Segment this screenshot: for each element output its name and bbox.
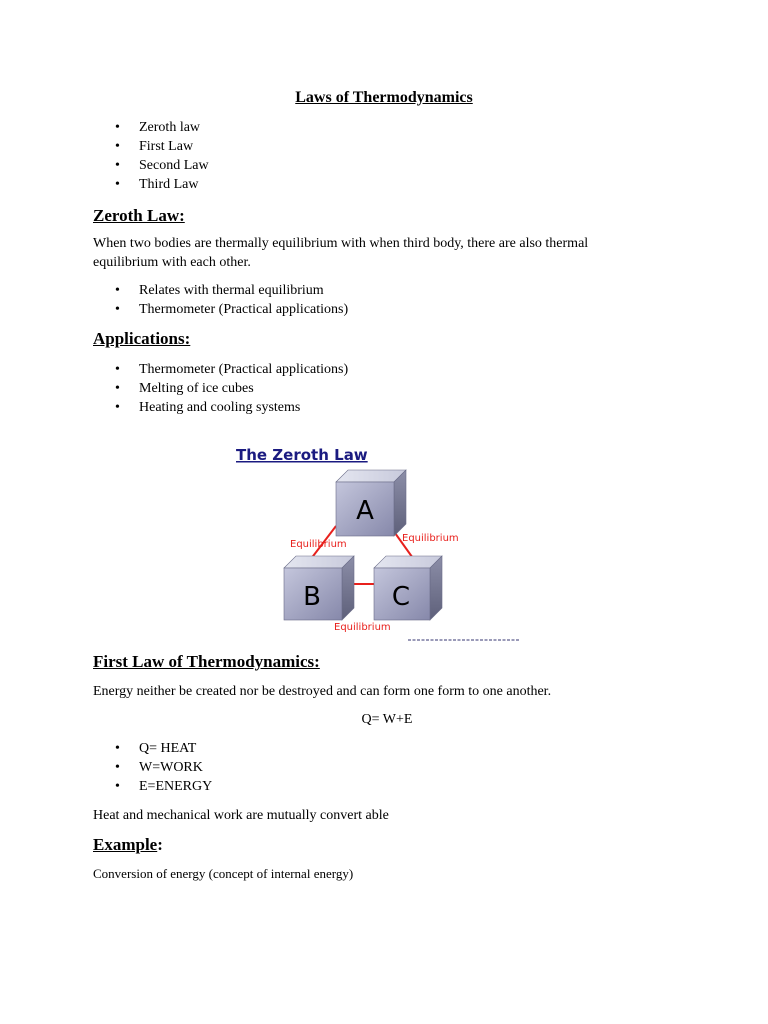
cube-c-label: C xyxy=(391,582,411,612)
list-item: • Thermometer (Practical applications) xyxy=(139,360,348,379)
example-heading-text: Example xyxy=(93,835,158,854)
zeroth-law-heading: Zeroth Law: xyxy=(93,206,185,225)
zeroth-law-points xyxy=(139,281,348,319)
list-item: • Relates with thermal equilibrium xyxy=(139,281,348,300)
applications-heading: Applications: xyxy=(93,329,191,348)
law-list xyxy=(139,118,209,194)
zeroth-law-description: When two bodies are thermally equilibrium with when third body, there are also thermal equilibrium with each other. xyxy=(93,236,589,270)
figure-title: The Zeroth Law xyxy=(236,446,368,464)
list-item: • Third Law xyxy=(139,175,209,194)
first-law-note: Heat and mechanical work are mutually convert able xyxy=(93,808,389,823)
applications-points xyxy=(139,360,348,417)
list-item: • E=ENERGY xyxy=(139,777,212,796)
first-law-description: Energy neither be created nor be destroyed and can form one form to one another. xyxy=(93,684,552,699)
list-item: • Q= HEAT xyxy=(139,739,212,758)
equilibrium-label-ac: Equilibrium xyxy=(402,533,459,544)
cube-a xyxy=(336,470,406,536)
list-item: • Melting of ice cubes xyxy=(139,379,348,398)
cube-c xyxy=(374,556,442,620)
first-law-equation: Q= W+E xyxy=(361,712,413,727)
document-title: Laws of Thermodynamics xyxy=(295,89,473,106)
equilibrium-label-bc: Equilibrium xyxy=(334,622,391,633)
cube-a-label: A xyxy=(356,496,374,526)
example-text: Conversion of energy (concept of internal energy) xyxy=(93,866,354,881)
list-item: • W=WORK xyxy=(139,758,212,777)
example-heading-colon: : xyxy=(157,835,163,854)
list-item: • Zeroth law xyxy=(139,118,209,137)
first-law-heading: First Law of Thermodynamics: xyxy=(93,652,320,671)
list-item: • Second Law xyxy=(139,156,209,175)
list-item: • First Law xyxy=(139,137,209,156)
zeroth-law-figure xyxy=(232,436,532,646)
first-law-points xyxy=(139,739,212,796)
cube-b xyxy=(284,556,354,620)
zeroth-law-diagram xyxy=(232,436,532,646)
list-item: • Thermometer (Practical applications) xyxy=(139,300,348,319)
list-item: • Heating and cooling systems xyxy=(139,398,348,417)
example-heading xyxy=(93,834,163,856)
cube-b-label: B xyxy=(303,582,321,612)
equilibrium-label-ab: Equilibrium xyxy=(290,539,347,550)
